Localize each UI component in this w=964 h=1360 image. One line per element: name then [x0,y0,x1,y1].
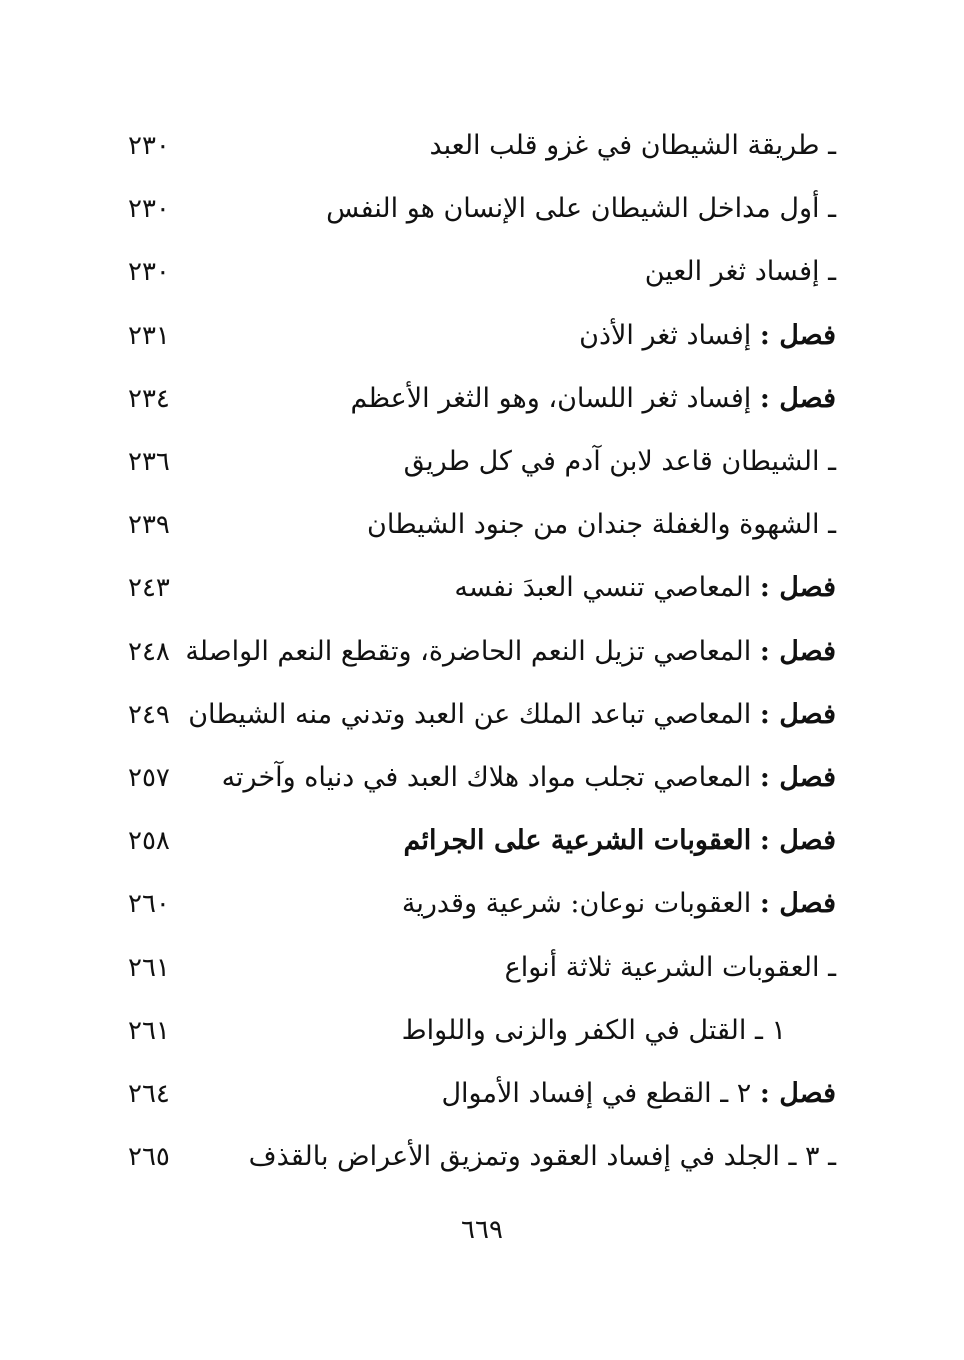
table-of-contents [0,120,964,1200]
toc-entry [454,568,836,608]
entry-title: ـ العقوبات الشرعية ثلاثة أنواع [504,951,836,983]
section-prefix: فصل : [759,635,836,667]
toc-row [0,310,964,360]
entry-page-number: ٢٣٠ [128,131,170,161]
entry-page-number: ٢٣١ [128,320,170,351]
toc-entry [326,189,836,229]
section-prefix: فصل : [759,825,836,857]
entry-page-number: ٢٦٥ [128,1142,170,1173]
toc-entry [367,505,836,545]
entry-title: العقوبات الشرعية على الجرائم [403,825,752,857]
section-prefix: فصل : [759,572,836,604]
entry-page-number: ٢٦١ [128,952,170,983]
toc-row [0,183,964,233]
entry-page-number: ٢٦١ [128,1015,170,1046]
entry-title: المعاصي تباعد الملك عن العبد وتدني منه الشيطان [188,698,752,730]
section-prefix: فصل : [759,1078,836,1109]
toc-entry [402,884,836,924]
toc-row [0,1005,964,1055]
entry-page-number: ٢٣٤ [128,383,170,414]
entry-page-number: ٢٣٩ [128,510,170,541]
toc-entry [222,758,836,798]
toc-entry [249,1137,836,1177]
toc-entry [350,379,836,419]
section-prefix: فصل : [759,762,836,793]
toc-row [0,878,964,928]
entry-title: إفساد ثغر الأذن [579,319,752,351]
section-prefix: فصل : [759,888,836,920]
entry-title: ـ الشيطان قاعد لابن آدم في كل طريق [403,446,836,477]
entry-title: ـ الشهوة والغفلة جندان من جنود الشيطان [367,509,836,541]
entry-title: إفساد ثغر اللسان، وهو الثغر الأعظم [350,382,752,414]
entry-page-number: ٢٤٣ [128,573,170,604]
page-number: ٦٦٩ [461,1215,503,1245]
toc-entry [404,821,837,861]
toc-row [0,373,964,423]
entry-title: ـ طريقة الشيطان في غزو قلب العبد [429,130,836,161]
entry-page-number: ٢٥٧ [128,763,170,793]
entry-page-number: ٢٣٠ [128,194,170,225]
entry-title: المعاصي تجلب مواد هلاك العبد في دنياه وآخرته [221,762,752,793]
toc-row [0,752,964,802]
entry-title: ٢ ـ القطع في إفساد الأموال [441,1078,752,1109]
toc-row [0,246,964,296]
entry-title: ـ إفساد ثغر العين [644,256,836,288]
entry-page-number: ٢٥٨ [128,826,170,857]
section-prefix: فصل : [759,319,836,351]
entry-page-number: ٢٤٩ [128,699,170,730]
toc-row [0,120,964,170]
entry-page-number: ٢٣٦ [128,447,170,477]
entry-title: المعاصي تزيل النعم الحاضرة، وتقطع النعم الواصلة [185,635,752,667]
entry-page-number: ٢٦٤ [128,1079,170,1109]
toc-entry [404,442,836,482]
toc-row [0,815,964,865]
entry-title: ـ ٣ ـ الجلد في إفساد العقود وتمزيق الأعراض بالقذف [248,1141,836,1173]
entry-page-number: ٢٣٠ [128,257,170,288]
toc-entry [185,632,836,672]
entry-page-number: ٢٦٠ [128,889,170,920]
toc-entry [579,316,836,356]
toc-entry [188,695,836,735]
toc-row [0,562,964,612]
toc-entry [645,252,836,292]
toc-row [0,1068,964,1118]
entry-page-number: ٢٤٨ [128,636,170,667]
toc-row [0,689,964,739]
toc-row [0,626,964,676]
entry-title: العقوبات نوعان: شرعية وقدرية [401,888,752,920]
toc-entry [505,948,836,988]
toc-row [0,942,964,992]
entry-title: ـ أول مداخل الشيطان على الإنسان هو النفس [326,193,836,225]
toc-row [0,436,964,486]
toc-entry [429,126,836,166]
toc-entry [441,1074,836,1114]
toc-row [0,499,964,549]
entry-title: ١ ـ القتل في الكفر والزنى واللواط [401,1014,786,1046]
section-prefix: فصل : [759,698,836,730]
entry-title: المعاصي تنسي العبدَ نفسه [454,572,752,604]
section-prefix: فصل : [759,382,836,414]
toc-row [0,1131,964,1181]
toc-entry [402,1011,786,1051]
